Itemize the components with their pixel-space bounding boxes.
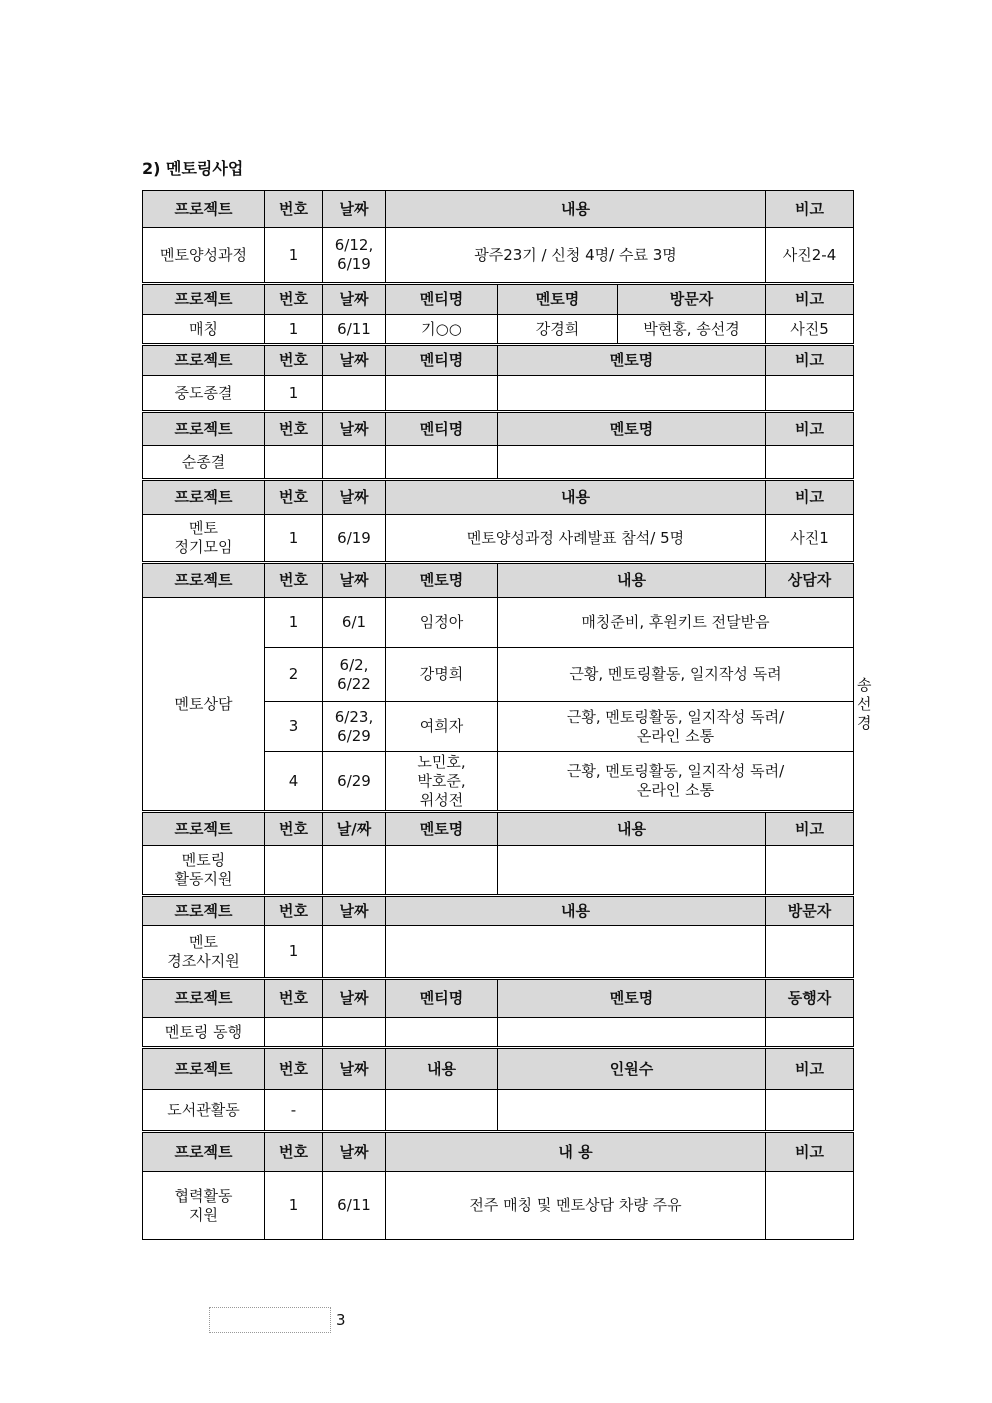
cell-text-line: 온라인 소통 — [636, 726, 715, 745]
header-cell: 멘티명 — [386, 979, 498, 1018]
header-cell: 번호 — [265, 284, 323, 315]
cell-text-line: 6/11 — [337, 319, 371, 338]
header-cell: 날짜 — [323, 480, 386, 515]
data-cell — [498, 376, 766, 412]
table-row — [143, 515, 854, 563]
data-cell — [143, 1172, 265, 1240]
cell-text-line: 온라인 소통 — [636, 781, 715, 799]
cell-text-line: 6/2, — [339, 655, 369, 674]
header-cell: 멘티명 — [386, 284, 498, 315]
header-cell: 날짜 — [323, 979, 386, 1018]
mentoring-table — [142, 190, 872, 1240]
header-cell: 프로젝트 — [143, 563, 265, 598]
data-cell — [265, 515, 323, 563]
cell-text-line: 광주23기 / 신청 4명/ 수료 3명 — [474, 245, 677, 264]
data-cell — [323, 1018, 386, 1048]
data-cell — [766, 846, 854, 896]
project-cell: 멘토상담 — [143, 598, 265, 812]
data-cell — [265, 598, 323, 648]
header-cell: 멘토명 — [386, 563, 498, 598]
header-row — [143, 284, 854, 315]
table-row — [143, 376, 854, 412]
cell-text-line: 6/29 — [337, 771, 371, 790]
header-cell: 날짜 — [323, 191, 386, 228]
data-cell — [386, 1018, 498, 1048]
header-cell: 프로젝트 — [143, 896, 265, 926]
table-row — [143, 315, 854, 345]
cell-text-line: 6/19 — [337, 528, 371, 547]
data-cell — [498, 1090, 766, 1132]
header-cell: 번호 — [265, 1048, 323, 1090]
cell-text-line: 1 — [288, 245, 299, 264]
cell-text-line: 6/11 — [337, 1196, 371, 1214]
data-cell — [498, 846, 766, 896]
header-row — [143, 563, 854, 598]
header-cell: 프로젝트 — [143, 191, 265, 228]
header-cell: 프로젝트 — [143, 412, 265, 446]
data-cell — [386, 752, 498, 812]
cell-text-line: 1 — [288, 942, 299, 960]
header-row — [143, 480, 854, 515]
data-cell — [265, 446, 323, 480]
cell-text-line: 활동지원 — [174, 870, 233, 888]
header-cell: 프로젝트 — [143, 284, 265, 315]
header-cell: 비고 — [766, 284, 854, 315]
cell-text-line: 근황, 멘토링활동, 일지작성 독려/ — [566, 707, 785, 726]
data-cell — [766, 446, 854, 480]
data-cell — [143, 926, 265, 979]
header-cell: 번호 — [265, 896, 323, 926]
cell-text-line: 6/23, — [334, 707, 374, 726]
data-cell — [323, 598, 386, 648]
header-row — [143, 345, 854, 376]
header-cell: 날짜 — [323, 896, 386, 926]
cell-text-line: 6/22 — [337, 674, 371, 693]
cell-text-line: 노민호, — [417, 752, 466, 771]
data-cell — [265, 648, 323, 702]
data-cell — [143, 446, 265, 480]
data-cell — [386, 598, 498, 648]
data-cell — [498, 598, 854, 648]
data-cell — [498, 702, 854, 752]
header-cell: 번호 — [265, 191, 323, 228]
table-row: 멘토상담 1 6/1 임정아 매칭준비, 후원키트 전달받음 송선경 — [143, 598, 854, 648]
cell-text-line: 6/12, — [334, 236, 374, 254]
cell-text-line: 지원 — [189, 1205, 218, 1224]
header-cell: 번호 — [265, 345, 323, 376]
data-cell — [386, 926, 766, 979]
header-cell: 내용 — [386, 480, 766, 515]
cell-text-line: - — [290, 1100, 297, 1119]
cell-text-line: 중도종결 — [174, 383, 233, 402]
cell-text-line: 1 — [288, 319, 299, 338]
cell-text-line: 1 — [288, 1196, 299, 1214]
header-cell: 번호 — [265, 812, 323, 846]
header-row — [143, 1048, 854, 1090]
data-cell — [265, 1090, 323, 1132]
data-cell — [386, 228, 766, 284]
data-cell — [766, 1018, 854, 1048]
cell-text-line: 정기모임 — [174, 538, 233, 556]
header-cell: 내용 — [498, 812, 766, 846]
cell-text-line: 임정아 — [419, 613, 464, 631]
data-cell — [265, 1172, 323, 1240]
header-cell: 번호 — [265, 979, 323, 1018]
cell-text-line: 멘토양성과정 — [160, 245, 247, 264]
data-cell — [386, 376, 498, 412]
header-cell: 비고 — [766, 345, 854, 376]
data-cell — [386, 1090, 498, 1132]
data-cell — [766, 515, 854, 563]
cell-text-line: 6/1 — [341, 613, 367, 631]
cell-text-line: 박호준, — [417, 771, 466, 790]
data-cell — [386, 446, 498, 480]
data-cell — [498, 752, 854, 812]
data-cell — [143, 376, 265, 412]
header-cell: 내용 — [386, 896, 766, 926]
table-row — [143, 228, 854, 284]
header-cell: 동행자 — [766, 979, 854, 1018]
data-cell — [498, 1018, 766, 1048]
data-cell — [265, 376, 323, 412]
data-cell — [323, 1090, 386, 1132]
page-number-box — [209, 1307, 331, 1333]
data-cell — [265, 315, 323, 345]
table-row — [143, 1090, 854, 1132]
cell-text-line: 도서관활동 — [167, 1100, 240, 1119]
data-cell — [618, 315, 766, 345]
table-row — [143, 846, 854, 896]
cell-text-line: 여희자 — [419, 717, 464, 735]
header-cell: 방문자 — [618, 284, 766, 315]
header-cell: 비고 — [766, 812, 854, 846]
cell-text-line: 멘토링 — [181, 851, 226, 869]
header-cell: 방문자 — [766, 896, 854, 926]
data-cell — [143, 228, 265, 284]
data-cell — [265, 1018, 323, 1048]
header-cell: 내용 — [386, 1048, 498, 1090]
header-cell: 날짜 — [323, 412, 386, 446]
header-cell: 날/짜 — [323, 812, 386, 846]
cell-text-line: 근황, 멘토링활동, 일지작성 독려/ — [566, 762, 785, 780]
header-row — [143, 812, 854, 846]
cell-text-line: 협력활동 — [174, 1186, 233, 1205]
header-cell: 프로젝트 — [143, 979, 265, 1018]
page-number: 3 — [336, 1311, 346, 1329]
header-cell: 번호 — [265, 412, 323, 446]
cell-text-line: 멘토링 동행 — [164, 1022, 243, 1041]
data-cell — [766, 315, 854, 345]
data-cell — [323, 1172, 386, 1240]
data-cell — [323, 446, 386, 480]
data-cell — [265, 702, 323, 752]
header-cell: 날짜 — [323, 1048, 386, 1090]
data-cell — [323, 228, 386, 284]
data-cell — [386, 315, 498, 345]
cell-text-line: 2 — [288, 665, 299, 683]
data-cell — [143, 1090, 265, 1132]
cell-text-line: 1 — [288, 613, 299, 631]
table-row — [143, 1018, 854, 1048]
cell-text-line: 멘토 — [189, 519, 218, 537]
header-cell: 번호 — [265, 563, 323, 598]
data-cell — [323, 515, 386, 563]
header-cell: 멘토명 — [386, 812, 498, 846]
data-cell — [323, 702, 386, 752]
cell-text-line: 강경희 — [535, 319, 580, 338]
header-row — [143, 191, 854, 228]
header-cell: 멘티명 — [386, 345, 498, 376]
cell-text-line: 6/19 — [337, 255, 371, 273]
header-row — [143, 896, 854, 926]
header-cell: 내 용 — [386, 1132, 766, 1172]
header-cell: 비고 — [766, 412, 854, 446]
data-cell — [265, 926, 323, 979]
header-cell: 프로젝트 — [143, 1132, 265, 1172]
header-cell: 인원수 — [498, 1048, 766, 1090]
header-cell: 날짜 — [323, 345, 386, 376]
cell-text-line: 전주 매칭 및 멘토상담 차량 주유 — [469, 1196, 682, 1214]
cell-text-line: 3 — [288, 717, 299, 735]
data-cell — [498, 648, 854, 702]
cell-text-line: 매칭준비, 후원키트 전달받음 — [581, 613, 770, 631]
header-cell: 멘토명 — [498, 412, 766, 446]
header-cell: 프로젝트 — [143, 1048, 265, 1090]
data-cell — [498, 315, 618, 345]
header-cell: 날짜 — [323, 563, 386, 598]
data-cell — [323, 846, 386, 896]
header-cell: 비고 — [766, 1048, 854, 1090]
cell-text-line: 사진5 — [790, 319, 829, 338]
header-cell: 프로젝트 — [143, 812, 265, 846]
data-cell — [265, 846, 323, 896]
data-cell — [323, 752, 386, 812]
data-cell — [766, 1090, 854, 1132]
data-cell — [143, 846, 265, 896]
data-cell — [498, 446, 766, 480]
header-row — [143, 1132, 854, 1172]
section-title: 2) 멘토링사업 — [142, 159, 244, 178]
table-row — [143, 926, 854, 979]
cell-text-line: 매칭 — [189, 319, 218, 338]
cell-text-line: 박현홍, 송선경 — [643, 319, 740, 338]
cell-text-line: 근황, 멘토링활동, 일지작성 독려 — [569, 665, 782, 683]
header-cell: 비고 — [766, 480, 854, 515]
data-cell — [143, 1018, 265, 1048]
cell-text-line: 6/29 — [337, 726, 371, 745]
header-cell: 내용 — [386, 191, 766, 228]
header-cell: 프로젝트 — [143, 480, 265, 515]
table-row — [143, 1172, 854, 1240]
cell-text-line: 4 — [288, 771, 299, 790]
header-cell: 비고 — [766, 1132, 854, 1172]
cell-text-line: 경조사지원 — [167, 951, 240, 970]
cell-text-line: 사진2-4 — [782, 245, 837, 264]
cell-text-line: 1 — [288, 528, 299, 547]
cell-text-line: 1 — [288, 383, 299, 402]
header-cell: 날짜 — [323, 1132, 386, 1172]
cell-text-line: 멘토 — [189, 932, 218, 951]
cell-text-line: 사진1 — [790, 528, 829, 547]
data-cell — [766, 1172, 854, 1240]
cell-text-line: 기○○ — [421, 319, 462, 338]
cell-text-line: 강명희 — [419, 665, 464, 683]
cell-text-line: 위성전 — [419, 790, 464, 809]
header-cell: 내용 — [498, 563, 766, 598]
header-row — [143, 412, 854, 446]
data-cell — [143, 515, 265, 563]
data-cell — [386, 648, 498, 702]
cell-text-line: 순종결 — [181, 452, 226, 471]
header-cell: 번호 — [265, 1132, 323, 1172]
cell-text-line: 멘토양성과정 사례발표 참석/ 5명 — [466, 528, 685, 547]
header-cell: 날짜 — [323, 284, 386, 315]
header-row — [143, 979, 854, 1018]
header-cell: 비고 — [766, 191, 854, 228]
data-cell — [386, 702, 498, 752]
header-cell: 프로젝트 — [143, 345, 265, 376]
data-cell — [323, 376, 386, 412]
data-cell — [265, 752, 323, 812]
data-cell — [386, 846, 498, 896]
table-row — [143, 446, 854, 480]
data-cell — [143, 315, 265, 345]
header-cell: 번호 — [265, 480, 323, 515]
data-cell — [323, 315, 386, 345]
header-cell: 멘티명 — [386, 412, 498, 446]
data-cell — [323, 926, 386, 979]
data-cell — [386, 1172, 766, 1240]
header-cell: 상담자 — [766, 563, 854, 598]
header-cell: 멘토명 — [498, 284, 618, 315]
data-cell — [386, 515, 766, 563]
header-cell: 멘토명 — [498, 979, 766, 1018]
data-cell — [766, 926, 854, 979]
header-cell: 멘토명 — [498, 345, 766, 376]
data-cell — [323, 648, 386, 702]
data-cell — [766, 376, 854, 412]
data-cell — [766, 228, 854, 284]
data-cell — [265, 228, 323, 284]
